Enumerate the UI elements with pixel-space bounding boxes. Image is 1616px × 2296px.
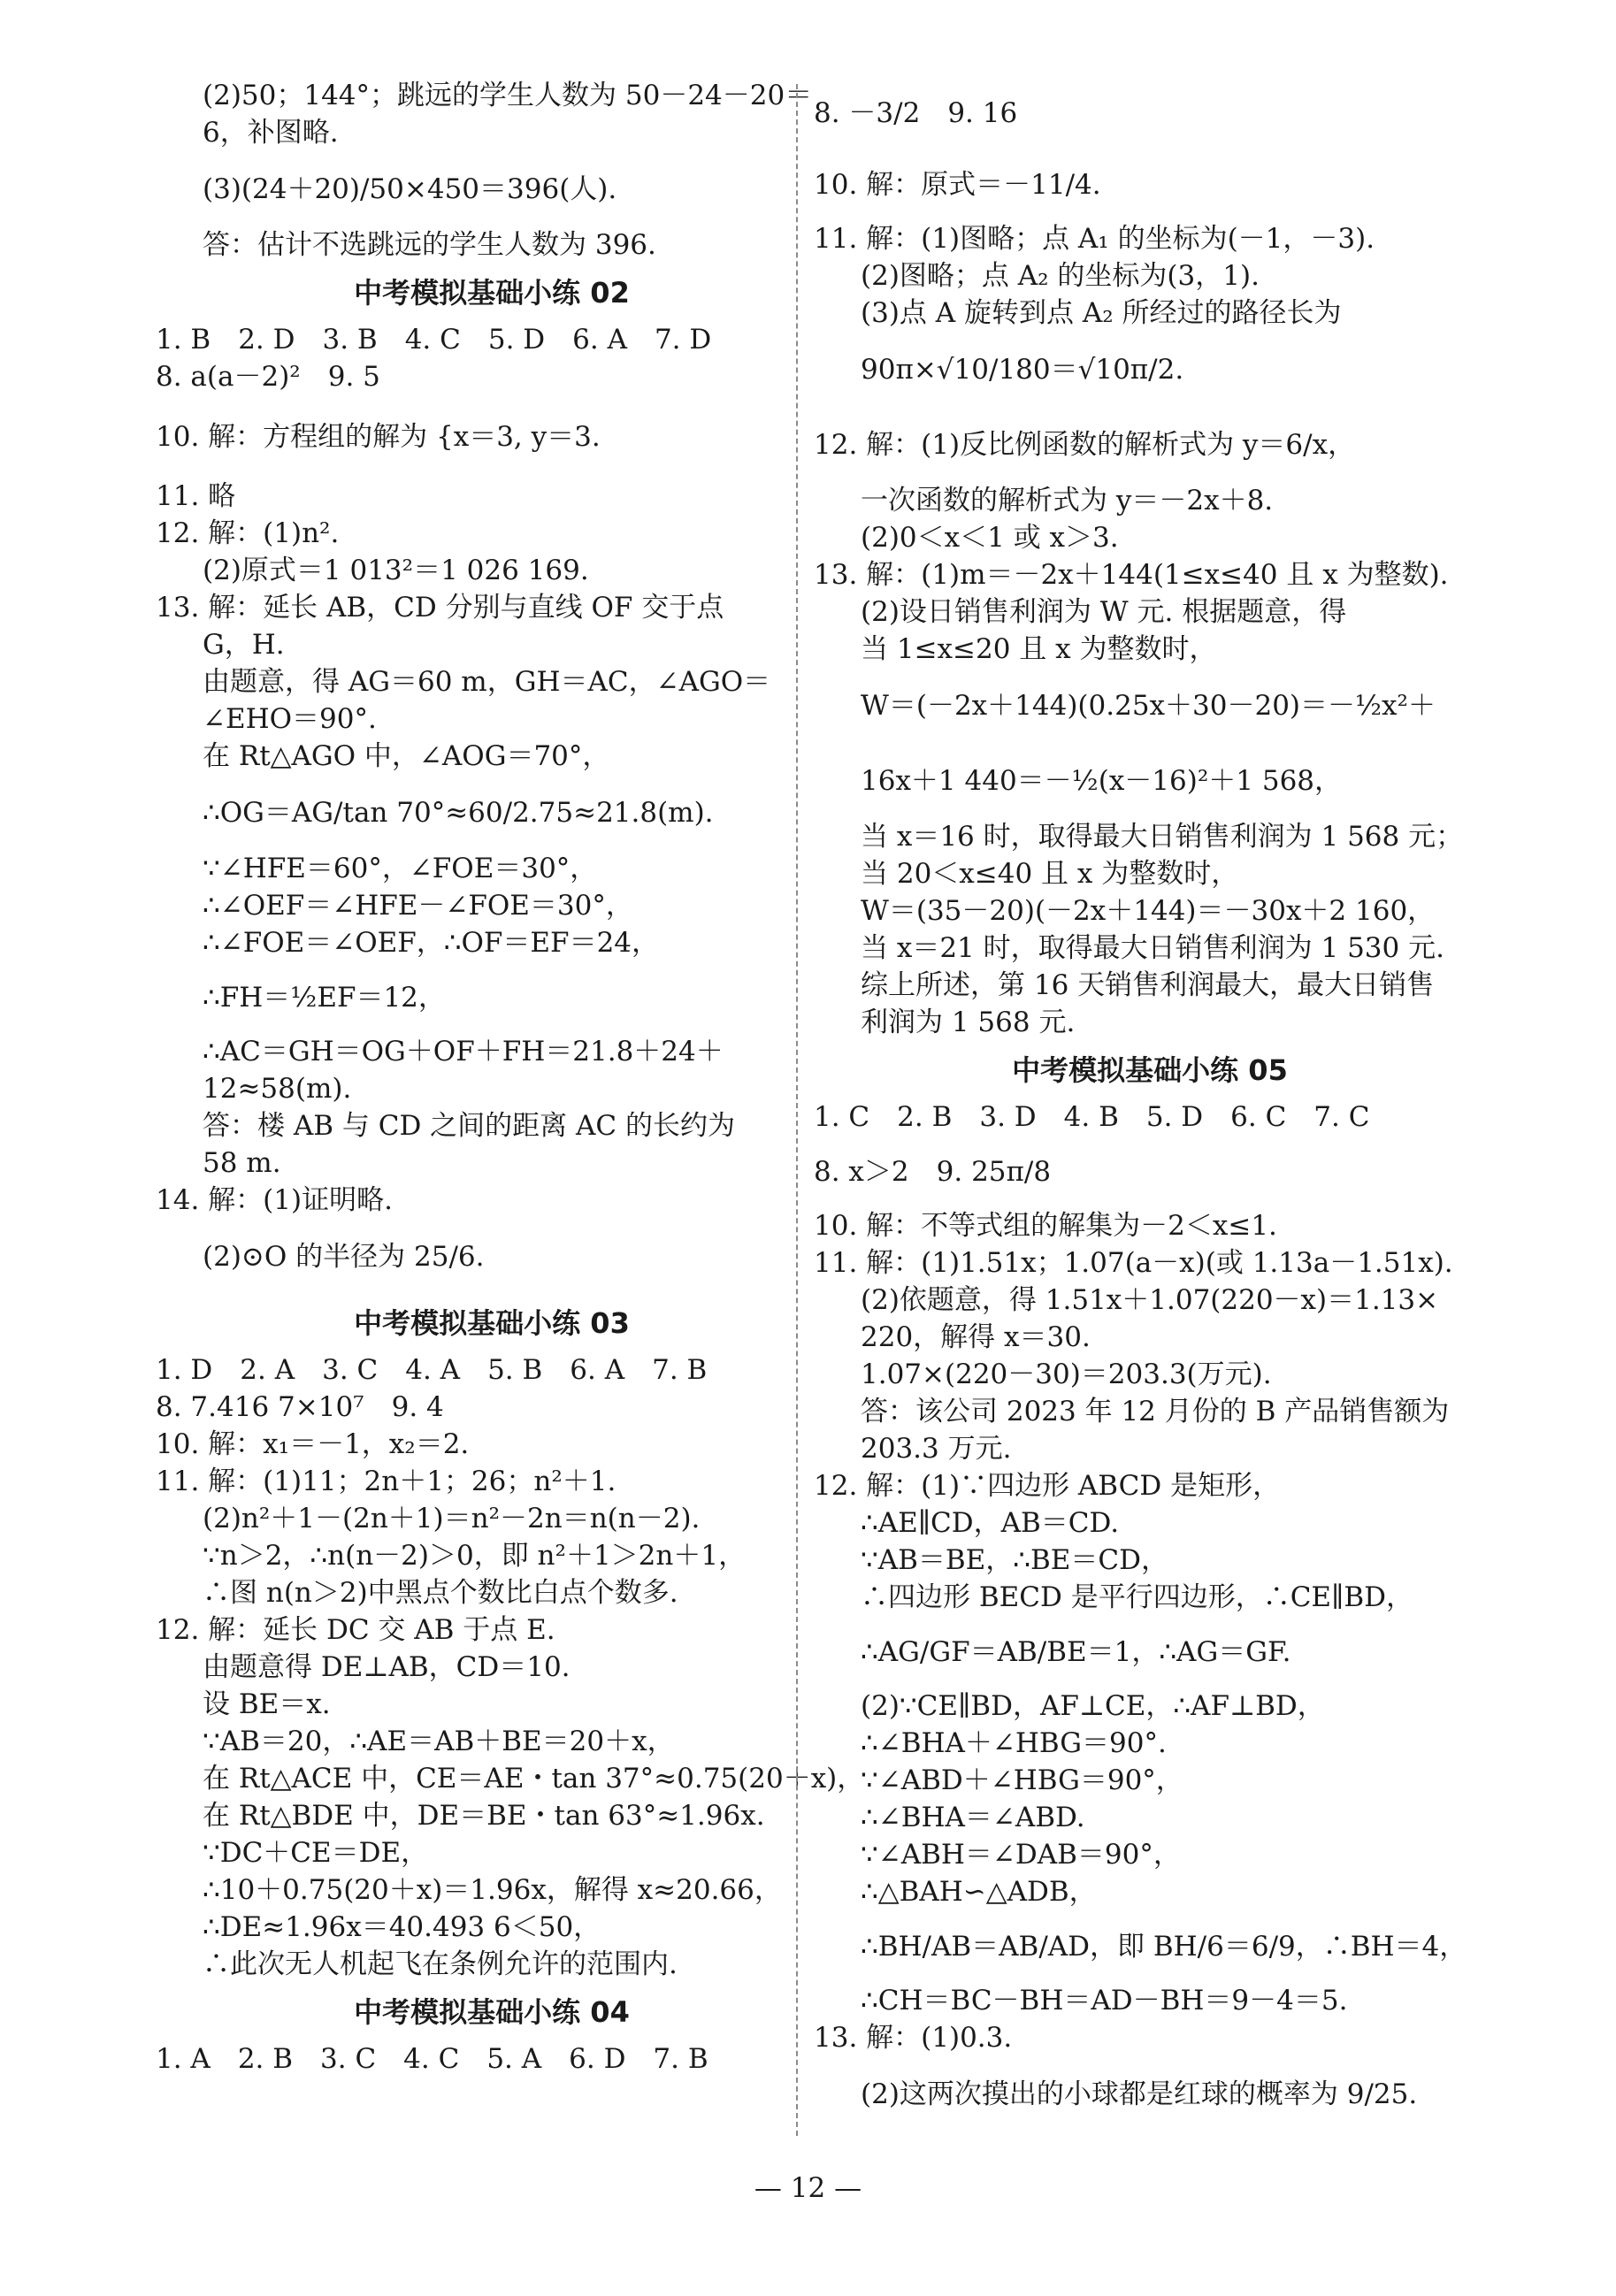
answer-line: 当 1≤x≤20 且 x 为整数时， xyxy=(861,633,1217,665)
section-heading: 中考模拟基础小练 03 xyxy=(354,1306,630,1340)
answer-line: (3)(24＋20)/50×450＝396(人). xyxy=(203,173,617,205)
answer-line: 11. 解：(1)11；2n＋1；26；n²＋1. xyxy=(156,1466,617,1497)
section-heading: 中考模拟基础小练 05 xyxy=(1012,1053,1288,1087)
answer-line: 当 20＜x≤40 且 x 为整数时， xyxy=(861,858,1239,890)
answer-line: 90π×√10/180＝√10π/2. xyxy=(861,354,1184,386)
section-heading: 中考模拟基础小练 02 xyxy=(354,276,630,310)
answer-line: (2)图略；点 A₂ 的坐标为(3，1). xyxy=(861,260,1260,292)
answer-line: 203.3 万元. xyxy=(861,1433,1012,1465)
answer-line: ∴图 n(n＞2)中黑点个数比白点个数多. xyxy=(203,1577,678,1609)
answer-line: 58 m. xyxy=(203,1147,281,1179)
answer-line: 1. A 2. B 3. C 4. C 5. A 6. D 7. B xyxy=(156,2043,708,2075)
answer-line: ∴DE≈1.96x＝40.493 6＜50， xyxy=(203,1911,601,1943)
answer-line: 1. B 2. D 3. B 4. C 5. D 6. A 7. D xyxy=(156,324,712,356)
answer-line: 一次函数的解析式为 y＝－2x＋8. xyxy=(861,485,1274,517)
answer-line: ∵n＞2，∴n(n－2)＞0，即 n²＋1＞2n＋1， xyxy=(203,1540,747,1572)
answer-line: (3)点 A 旋转到点 A₂ 所经过的路径长为 xyxy=(861,297,1342,329)
answer-line: W＝(35－20)(－2x＋144)＝－30x＋2 160， xyxy=(861,895,1436,927)
answer-line: ∴AC＝GH＝OG＋OF＋FH＝21.8＋24＋ xyxy=(203,1036,724,1068)
answer-line: 13. 解：延长 AB，CD 分别与直线 OF 交于点 xyxy=(156,592,724,624)
answer-line: (2)这两次摸出的小球都是红球的概率为 9/25. xyxy=(861,2078,1418,2110)
answer-line: 1. D 2. A 3. C 4. A 5. B 6. A 7. B xyxy=(156,1354,708,1386)
answer-line: ∠EHO＝90°. xyxy=(203,703,377,735)
answer-line: ∴BH/AB＝AB/AD，即 BH/6＝6/9，∴BH＝4， xyxy=(861,1931,1467,1963)
answer-line: 综上所述，第 16 天销售利润最大，最大日销售 xyxy=(861,969,1435,1001)
answer-line: ∴此次无人机起飞在条例允许的范围内. xyxy=(203,1948,678,1980)
answer-line: 当 x＝21 时，取得最大日销售利润为 1 530 元. xyxy=(861,932,1444,964)
answer-line: 设 BE＝x. xyxy=(203,1688,331,1720)
answer-line: 在 Rt△AGO 中，∠AOG＝70°， xyxy=(203,740,610,772)
answer-line: 8. －3/2 9. 16 xyxy=(814,97,1018,129)
answer-line: 10. 解：不等式组的解集为－2＜x≤1. xyxy=(814,1210,1277,1242)
answer-line: (2)n²＋1－(2n＋1)＝n²－2n＝n(n－2). xyxy=(203,1503,701,1534)
answer-line: 1. C 2. B 3. D 4. B 5. D 6. C 7. C xyxy=(814,1101,1370,1133)
answer-line: (2)原式＝1 013²＝1 026 169. xyxy=(203,555,589,586)
answer-line: ∵DC＋CE＝DE， xyxy=(203,1837,429,1869)
answer-line: 220，解得 x＝30. xyxy=(861,1321,1091,1353)
answer-line: ∵AB＝BE，∴BE＝CD， xyxy=(861,1544,1169,1576)
answer-line: 答：楼 AB 与 CD 之间的距离 AC 的长约为 xyxy=(203,1110,735,1142)
answer-line: 10. 解：原式＝－11/4. xyxy=(814,169,1101,201)
answer-line: 在 Rt△ACE 中，CE＝AE・tan 37°≈0.75(20＋x)， xyxy=(203,1763,865,1795)
answer-line: 在 Rt△BDE 中，DE＝BE・tan 63°≈1.96x. xyxy=(203,1800,765,1832)
answer-line: 13. 解：(1)0.3. xyxy=(814,2022,1013,2054)
answer-line: 当 x＝16 时，取得最大日销售利润为 1 568 元； xyxy=(861,821,1464,853)
answer-line: G，H. xyxy=(203,629,285,661)
answer-line: 11. 解：(1)图略；点 A₁ 的坐标为(－1，－3). xyxy=(814,223,1375,255)
answer-line: ∴OG＝AG/tan 70°≈60/2.75≈21.8(m). xyxy=(203,797,714,829)
answer-line: 8. 7.416 7×10⁷ 9. 4 xyxy=(156,1391,444,1423)
answer-line: (2)50；144°；跳远的学生人数为 50－24－20＝ xyxy=(203,80,813,111)
answer-line: 12. 解：(1)反比例函数的解析式为 y＝6/x， xyxy=(814,429,1356,461)
answer-line: 由题意得 DE⊥AB，CD＝10. xyxy=(203,1651,571,1683)
page-number: — 12 — xyxy=(754,2172,862,2204)
answer-line: 12. 解：(1)∵四边形 ABCD 是矩形， xyxy=(814,1470,1281,1502)
answer-line: 1.07×(220－30)＝203.3(万元). xyxy=(861,1358,1272,1390)
answer-line: 14. 解：(1)证明略. xyxy=(156,1184,393,1216)
answer-line: ∴AE∥CD，AB＝CD. xyxy=(861,1507,1120,1539)
answer-line: 12. 解：延长 DC 交 AB 于点 E. xyxy=(156,1614,555,1646)
answer-line: (2)⊙O 的半径为 25/6. xyxy=(203,1241,485,1273)
answer-line: 12≈58(m). xyxy=(203,1073,352,1105)
answer-line: ∴AG/GF＝AB/BE＝1，∴AG＝GF. xyxy=(861,1636,1291,1668)
answer-line: 12. 解：(1)n². xyxy=(156,517,340,549)
answer-line: (2)0＜x＜1 或 x＞3. xyxy=(861,522,1119,554)
answer-line: (2)∵CE∥BD，AF⊥CE，∴AF⊥BD， xyxy=(861,1690,1325,1722)
answer-line: ∴∠FOE＝∠OEF，∴OF＝EF＝24， xyxy=(203,927,660,959)
answer-line: 11. 略 xyxy=(156,480,236,512)
answer-line: ∴FH＝½EF＝12， xyxy=(203,982,446,1014)
answer-line: ∵∠ABH＝∠DAB＝90°， xyxy=(861,1839,1181,1871)
answer-line: (2)设日销售利润为 W 元. 根据题意，得 xyxy=(861,596,1347,628)
answer-line: 由题意，得 AG＝60 m，GH＝AC，∠AGO＝ xyxy=(203,666,771,698)
answer-line: (2)依题意，得 1.51x＋1.07(220－x)＝1.13× xyxy=(861,1284,1439,1316)
left-column xyxy=(156,78,865,2078)
answer-line: ∴△BAH∽△ADB， xyxy=(861,1876,1097,1908)
answer-line: 答：该公司 2023 年 12 月份的 B 产品销售额为 xyxy=(861,1396,1450,1427)
answer-line: 16x＋1 440＝－½(x－16)²＋1 568， xyxy=(861,765,1343,797)
answer-line: W＝(－2x＋144)(0.25x＋30－20)＝－½x²＋ xyxy=(861,690,1436,722)
answer-line: 13. 解：(1)m＝－2x＋144(1≤x≤40 且 x 为整数). xyxy=(814,559,1449,591)
answer-line: 答：估计不选跳远的学生人数为 396. xyxy=(203,229,656,261)
answer-line: ∵∠HFE＝60°，∠FOE＝30°， xyxy=(203,853,598,884)
answer-line: ∴10＋0.75(20＋x)＝1.96x，解得 x≈20.66， xyxy=(203,1874,782,1906)
answer-line: 8. x＞2 9. 25π/8 xyxy=(814,1156,1052,1188)
column-divider xyxy=(796,84,798,2136)
answer-line: 8. a(a－2)² 9. 5 xyxy=(156,361,380,393)
answer-line: ∵∠ABD＋∠HBG＝90°， xyxy=(861,1764,1183,1796)
answer-line: 6，补图略. xyxy=(203,117,339,149)
answer-line: ∵AB＝20，∴AE＝AB＋BE＝20＋x， xyxy=(203,1726,675,1757)
answer-line: 10. 解：x₁＝－1，x₂＝2. xyxy=(156,1428,470,1460)
answer-line: 11. 解：(1)1.51x；1.07(a－x)(或 1.13a－1.51x). xyxy=(814,1247,1453,1279)
answer-line: 10. 解：方程组的解为 {x＝3, y＝3. xyxy=(156,421,601,453)
answer-line: ∴∠OEF＝∠HFE－∠FOE＝30°， xyxy=(203,890,633,922)
right-column xyxy=(814,78,1486,2132)
answer-line: ∴∠BHA＋∠HBG＝90°. xyxy=(861,1727,1167,1759)
answer-line: ∴CH＝BC－BH＝AD－BH＝9－4＝5. xyxy=(861,1985,1348,2017)
answer-line: ∴∠BHA＝∠ABD. xyxy=(861,1802,1085,1833)
answer-line: 利润为 1 568 元. xyxy=(861,1006,1076,1038)
answer-line: ∴四边形 BECD 是平行四边形，∴CE∥BD， xyxy=(861,1581,1413,1613)
section-heading: 中考模拟基础小练 04 xyxy=(354,1995,630,2029)
